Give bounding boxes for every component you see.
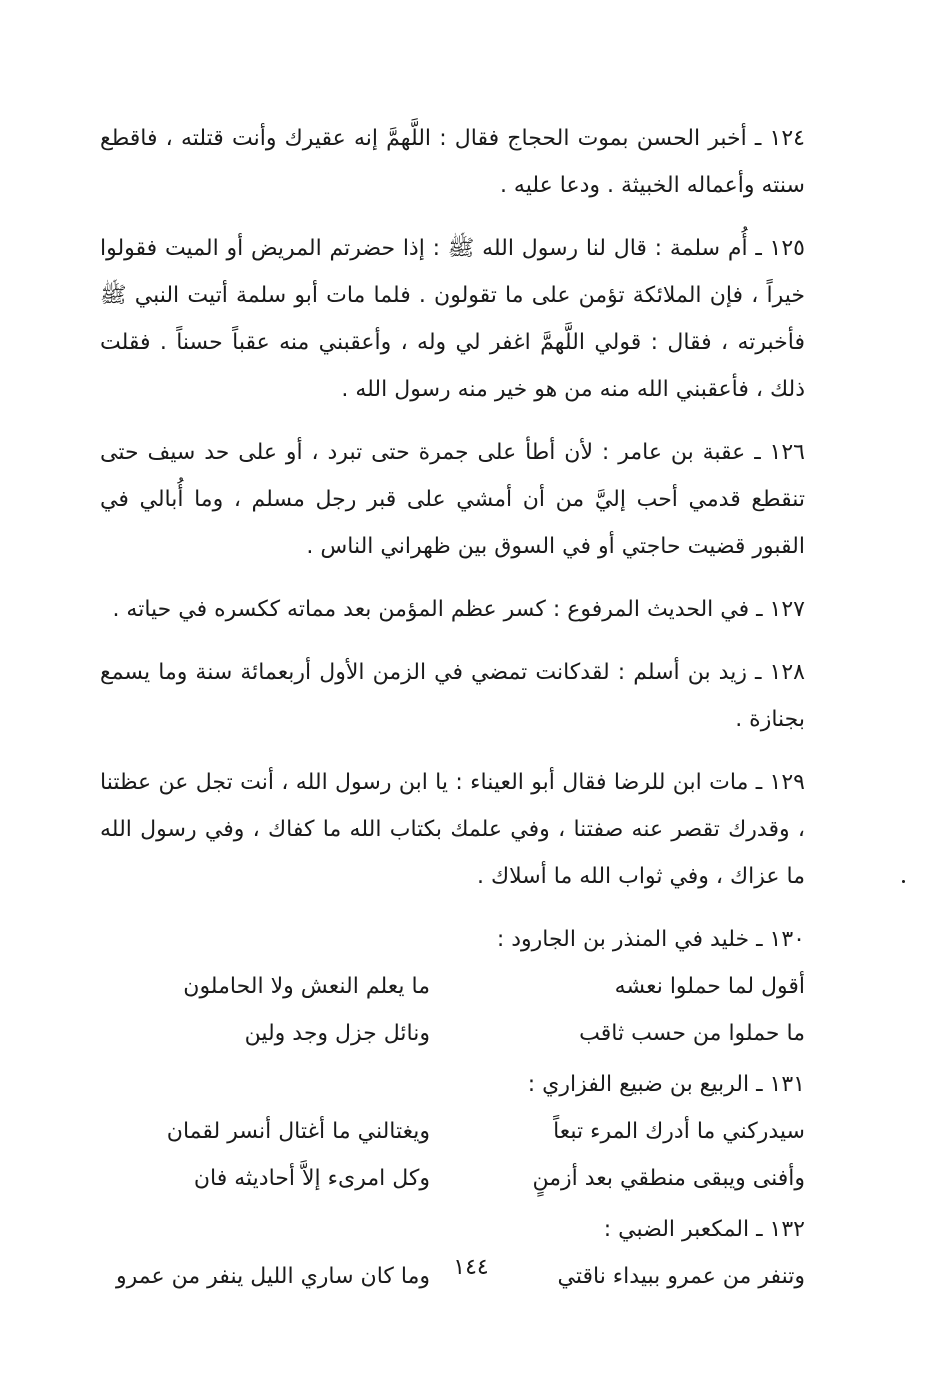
- entry-129: ١٢٩ ـ مات ابن للرضا فقال أبو العيناء : يا ابن رسول الله ، أنت تجل عن عظتنا ، وقدرك تقصر عنه صفتنا ، وفي علمك بكتاب الله ما كفاك ، وفي رسول الله ما عزاك ، وفي ثواب الله ما أسلاك .: [100, 770, 805, 889]
- verse-first-hemistich: وأفنى ويبقى منطقي بعد أزمنٍ: [532, 1166, 805, 1191]
- poem-intro: ١٣١ ـ الربيع بن ضبيع الفزاري :: [527, 1072, 805, 1097]
- verse-first-hemistich: وتنفر من عمرو ببيداء ناقتي: [557, 1264, 805, 1289]
- margin-mark: [902, 880, 905, 883]
- verse-line: [100, 1010, 805, 1057]
- verse-first-hemistich: أقول لما حملوا نعشه: [614, 974, 805, 999]
- page-number: ١٤٤: [453, 1255, 489, 1280]
- verse-second-hemistich: ما يعلم النعش ولا الحاملون: [183, 974, 430, 999]
- verse-second-hemistich: ونائل جزل وجد ولين: [244, 1021, 430, 1046]
- poem-130: [100, 916, 805, 1057]
- verse-line: [100, 1155, 805, 1202]
- entry-127: ١٢٧ ـ في الحديث المرفوع : كسر عظم المؤمن بعد مماته ككسره في حياته .: [112, 597, 805, 622]
- verse-first-hemistich: ما حملوا من حسب ثاقب: [579, 1021, 805, 1046]
- verse-line: [100, 963, 805, 1010]
- verse-line: [100, 1108, 805, 1155]
- verse-second-hemistich: وما كان ساري الليل ينفر من عمرو: [116, 1264, 430, 1289]
- entry-126: ١٢٦ ـ عقبة بن عامر : لأن أطأ على جمرة حتى تبرد ، أو على حد سيف حتى تنقطع قدمي أحب إليَّ من أن أمشي على قبر رجل مسلم ، وما أُبالي في القبور قضيت حاجتي أو في السوق بين ظهراني الناس .: [100, 440, 805, 559]
- poem-132: [100, 1206, 805, 1300]
- verse-second-hemistich: وكل امرىء إلاَّ أحاديثه فان: [193, 1166, 430, 1191]
- entry-125: ١٢٥ ـ أُم سلمة : قال لنا رسول الله ﷺ : إذا حضرتم المريض أو الميت فقولوا خيراً ، فإن الملائكة تؤمن على ما تقولون . فلما مات أبو سلمة أتيت النبي ﷺ فأخبرته ، فقال : قولي اللَّهمَّ اغفر لي وله ، وأعقبني منه عقباً حسناً . فقلت ذلك ، فأعقبني الله منه من هو خير منه رسول الله .: [100, 236, 805, 402]
- verse-second-hemistich: ويغتالني ما أغتال أنسر لقمان: [166, 1119, 430, 1144]
- verse-first-hemistich: سيدركني ما أدرك المرء تبعاً: [553, 1119, 805, 1144]
- entry-124: ١٢٤ ـ أخبر الحسن بموت الحجاج فقال : اللَّهمَّ إنه عقيرك وأنت قتلته ، فاقطع سنته وأعماله الخبيثة . ودعا عليه .: [100, 126, 805, 198]
- entry-128: ١٢٨ ـ زيد بن أسلم : لقدكانت تمضي في الزمن الأول أربعمائة سنة وما يسمع بجنازة .: [100, 660, 805, 732]
- poem-131: [100, 1061, 805, 1202]
- page-body: [100, 115, 805, 1300]
- poem-intro: ١٣٢ ـ المكعبر الضبي :: [603, 1217, 805, 1242]
- poem-intro: ١٣٠ ـ خليد في المنذر بن الجارود :: [496, 927, 805, 952]
